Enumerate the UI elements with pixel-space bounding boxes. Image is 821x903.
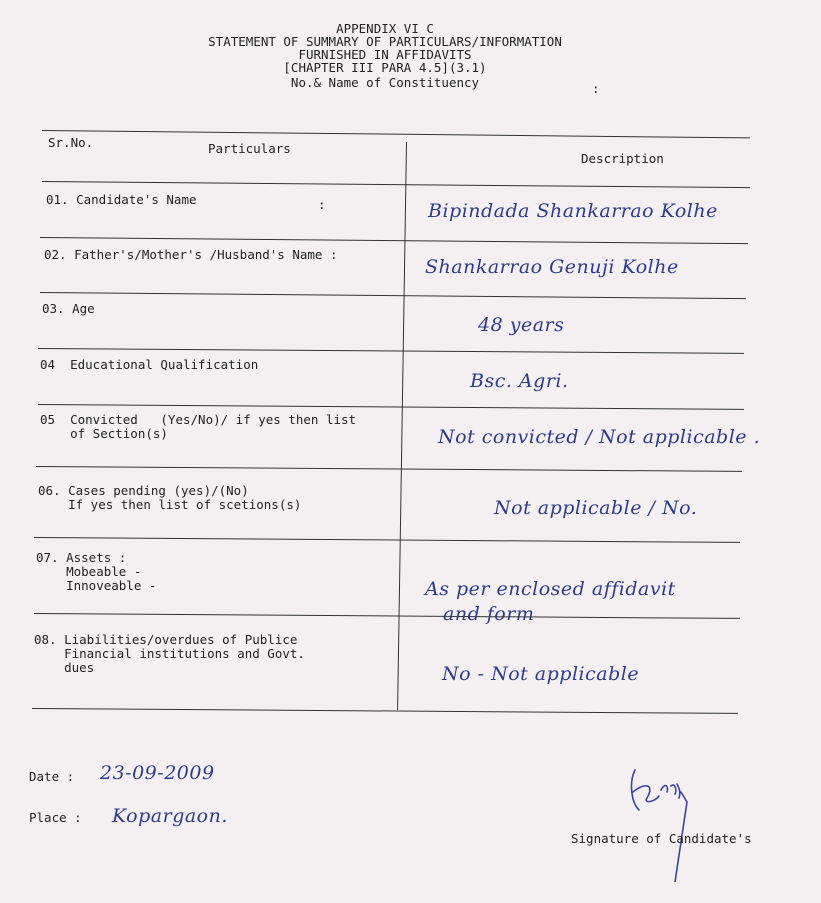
row-label-age: 03. Age: [42, 301, 95, 316]
candidate-name-value: Bipindada Shankarrao Kolhe: [428, 200, 718, 222]
table-top-rule: [42, 130, 750, 138]
place-value: Kopargaon.: [112, 805, 228, 827]
row-colon: :: [318, 197, 326, 212]
row-label-convicted-1: 05 Convicted (Yes/No)/ if yes then list: [40, 412, 357, 427]
candidate-signature: [625, 762, 695, 882]
particulars-header: Particulars: [208, 141, 291, 156]
statement-title: STATEMENT OF SUMMARY OF PARTICULARS/INFORMATION: [208, 34, 562, 49]
row-label-assets-2: Mobeable -: [36, 564, 142, 579]
date-label: Date :: [29, 769, 75, 784]
constituency-colon: :: [592, 81, 600, 96]
srno-header: Sr.No.: [48, 135, 94, 150]
row-label-education: 04 Educational Qualification: [40, 357, 259, 372]
liabilities-value: No - Not applicable: [442, 663, 640, 685]
row-label-candidate-name: 01. Candidate's Name: [46, 192, 197, 207]
column-divider: [397, 142, 407, 710]
furnished-title: FURNISHED IN AFFIDAVITS: [298, 47, 472, 62]
row-label-cases-1: 06. Cases pending (yes)/(No): [38, 483, 249, 498]
table-header-rule: [42, 181, 750, 188]
appendix-title: APPENDIX VI C: [336, 21, 434, 36]
chapter-ref: [CHAPTER III PARA 4.5](3.1): [283, 60, 487, 75]
description-header: Description: [581, 151, 664, 166]
row-label-liabilities-3: dues: [34, 660, 95, 675]
row-rule-1: [40, 237, 748, 244]
row-label-convicted-2: of Section(s): [40, 426, 168, 441]
row-label-liabilities-2: Financial institutions and Govt.: [34, 646, 305, 661]
date-value: 23-09-2009: [100, 762, 215, 784]
row-label-assets-3: Innoveable -: [36, 578, 157, 593]
row-label-liabilities-1: 08. Liabilities/overdues of Publice: [34, 632, 298, 647]
row-label-father-name: 02. Father's/Mother's /Husband's Name :: [44, 247, 338, 262]
signature-label: Signature of Candidate's: [571, 831, 752, 846]
row-rule-5: [36, 466, 742, 472]
row-rule-6: [34, 537, 740, 543]
place-label: Place :: [29, 810, 82, 825]
constituency-label: No.& Name of Constituency: [290, 75, 480, 90]
row-label-cases-2: If yes then list of scetions(s): [38, 497, 302, 512]
row-rule-4: [38, 404, 744, 410]
father-name-value: Shankarrao Genuji Kolhe: [425, 256, 679, 278]
convicted-value: Not convicted / Not applicable .: [438, 426, 761, 448]
cases-value: Not applicable / No.: [494, 497, 698, 519]
table-bottom-rule: [32, 708, 738, 714]
age-value: 48 years: [478, 314, 565, 336]
assets-value-2: and form: [443, 603, 535, 625]
row-label-assets-1: 07. Assets :: [36, 550, 127, 565]
row-rule-3: [38, 348, 744, 354]
education-value: Bsc. Agri.: [470, 370, 569, 392]
assets-value-1: As per enclosed affidavit: [425, 578, 676, 600]
row-rule-7: [34, 613, 740, 619]
row-rule-2: [40, 292, 746, 299]
